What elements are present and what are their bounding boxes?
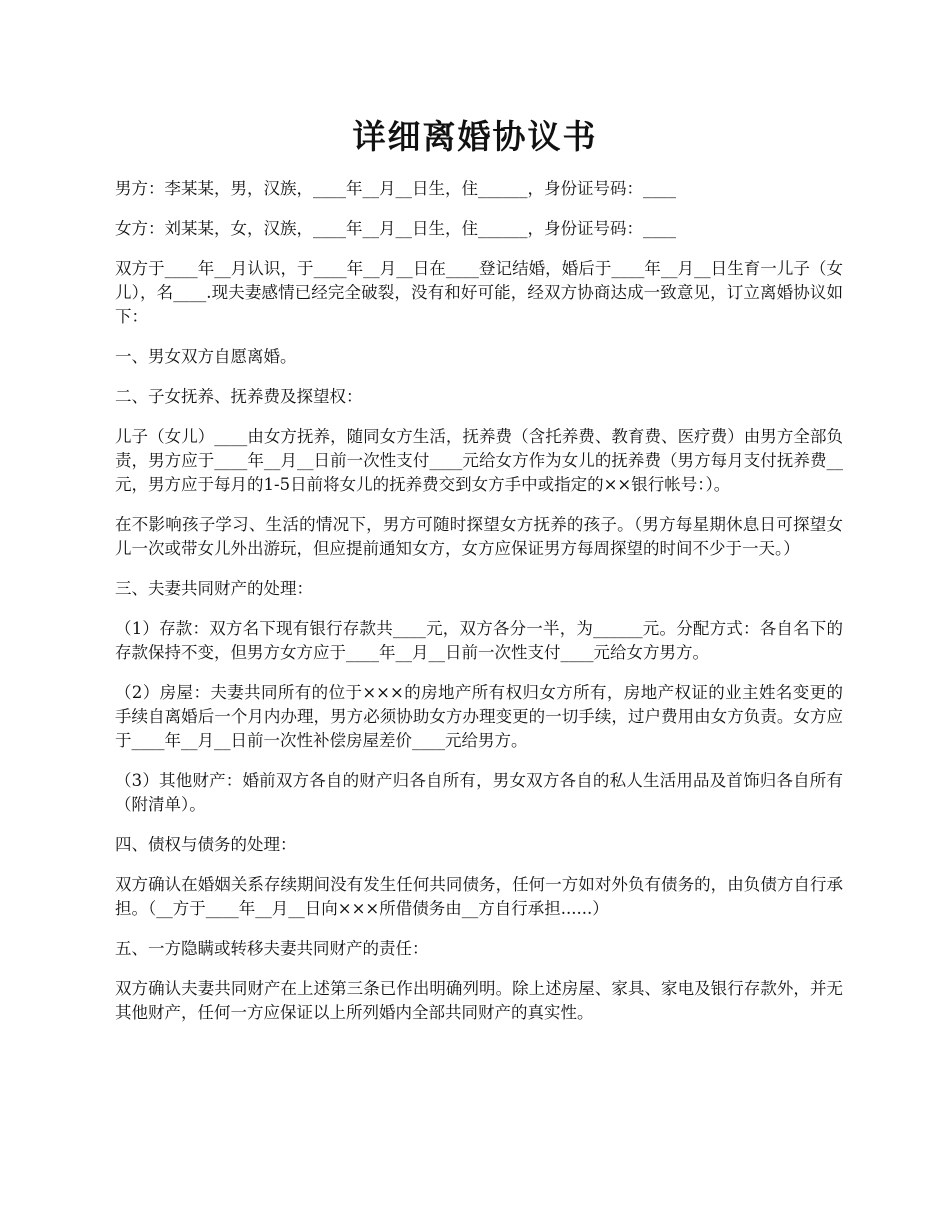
paragraph-debts: 双方确认在婚姻关系存续期间没有发生任何共同债务，任何一方如对外负有债务的，由负债方自行承担。（__方于____年__月__日向×××所借债务由__方自行承担......） (115, 875, 843, 918)
section-heading-2: 二、子女抚养、抚养费及探望权： (115, 387, 363, 406)
paragraph-property-disclosure: 双方确认夫妻共同财产在上述第三条已作出明确列明。除上述房屋、家具、家电及银行存款外，并无其他财产，任何一方应保证以上所列婚内全部共同财产的真实性。 (115, 979, 843, 1022)
paragraph-child-support: 儿子（女儿）____由女方抚养，随同女方生活，抚养费（含托养费、教育费、医疗费）由男方全部负责，男方应于____年__月__日前一次性支付____元给女方作为女儿的抚养费（男方每月支付抚养费__元，男方应于每月的1-5日前将女儿的抚养费交到女方手中或指定的××银行帐号：）。 (115, 427, 843, 494)
paragraph-marriage-background: 双方于____年__月认识，于____年__月__日在____登记结婚，婚后于____年__月__日生育一儿子（女儿），名____.现夫妻感情已经完全破裂，没有和好可能，经双方协商达成一致意见，订立离婚协议如下： (115, 259, 843, 326)
paragraph-deposits: （1）存款：双方名下现有银行存款共____元，双方各分一半，为______元。分配方式：各自名下的存款保持不变，但男方女方应于____年__月__日前一次性支付____元给女方男方。 (115, 619, 843, 662)
paragraph-house: （2）房屋：夫妻共同所有的位于×××的房地产所有权归女方所有，房地产权证的业主姓名变更的手续自离婚后一个月内办理，男方必须协助女方办理变更的一切手续，过户费用由女方负责。女方应于____年__月__日前一次性补偿房屋差价____元给男方。 (115, 683, 843, 750)
paragraph-wife-info: 女方：刘某某，女，汉族，____年__月__日生，住______，身份证号码：____ (115, 219, 676, 238)
document-body (115, 177, 843, 1041)
section-heading-5: 五、一方隐瞒或转移夫妻共同财产的责任： (115, 939, 429, 958)
paragraph-husband-info: 男方：李某某，男，汉族，____年__月__日生，住______，身份证号码：____ (115, 179, 676, 198)
paragraph-visitation: 在不影响孩子学习、生活的情况下，男方可随时探望女方抚养的孩子。（男方每星期休息日可探望女儿一次或带女儿外出游玩，但应提前通知女方，女方应保证男方每周探望的时间不少于一天。） (115, 515, 843, 558)
document-title: 详细离婚协议书 (352, 117, 598, 156)
section-heading-4: 四、债权与债务的处理： (115, 835, 297, 854)
section-heading-3: 三、夫妻共同财产的处理： (115, 579, 313, 598)
section-heading-1: 一、男女双方自愿离婚。 (115, 347, 297, 366)
paragraph-other-property: （3）其他财产：婚前双方各自的财产归各自所有，男女双方各自的私人生活用品及首饰归各自所有（附清单）。 (115, 771, 843, 814)
